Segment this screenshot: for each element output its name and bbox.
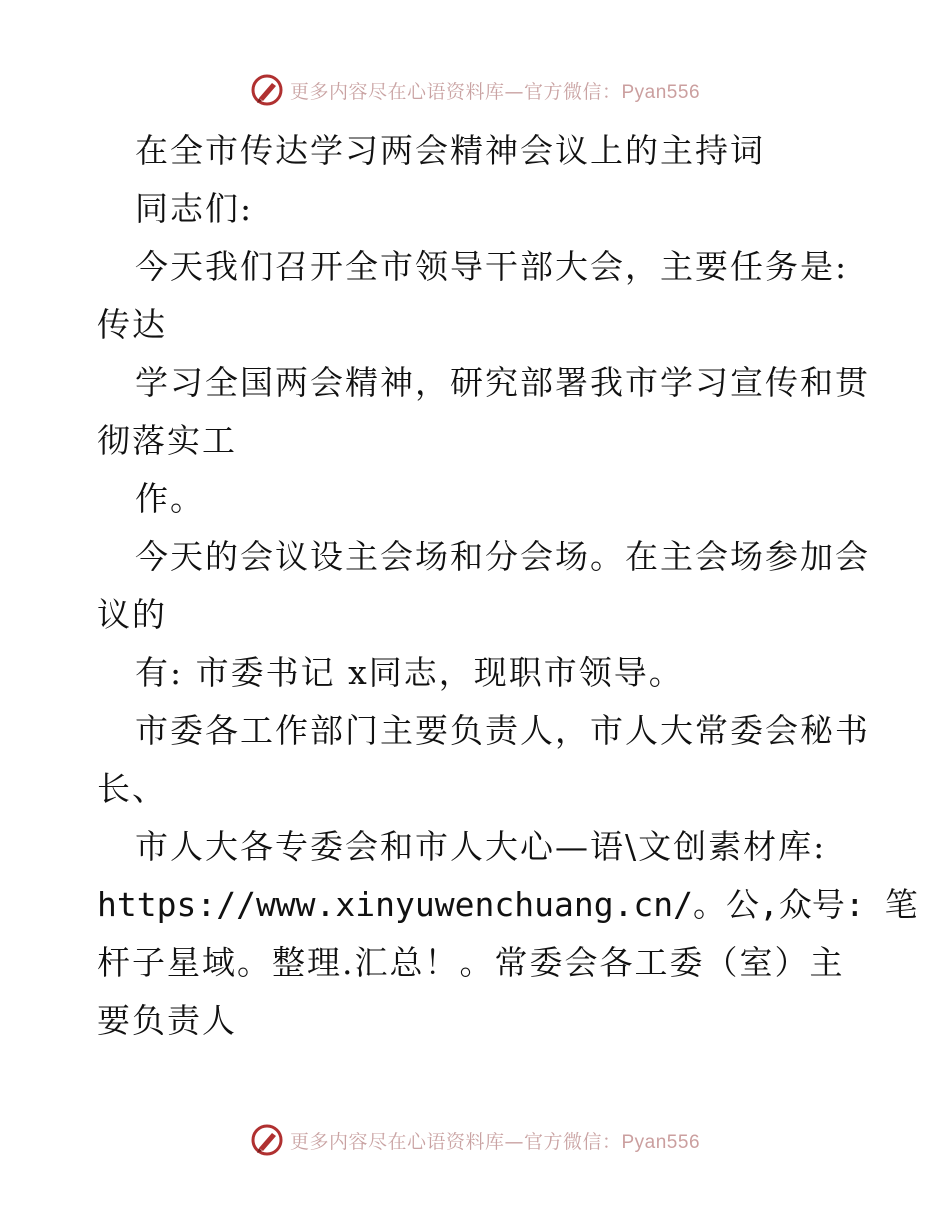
paragraph-line: 彻落实工 [97, 421, 237, 460]
header-watermark [0, 70, 950, 110]
paragraph-line: 市人大各专委会和市人大心—语\文创素材库: [135, 827, 827, 866]
document-body [97, 122, 918, 1050]
pen-circle-logo-icon [250, 73, 284, 107]
pen-circle-logo-icon [250, 1123, 284, 1157]
footer-watermark [0, 1120, 950, 1160]
paragraph-line: 杆子星域。整理.汇总！。常委会各工委（室）主 [97, 943, 845, 982]
document-title: 在全市传达学习两会精神会议上的主持词 [135, 131, 765, 170]
paragraph-line: 要负责人 [97, 1001, 237, 1040]
watermark-text: 更多内容尽在心语资料库—官方微信：Pyan556 [289, 1130, 701, 1153]
paragraph-line: 传达 [97, 305, 167, 344]
paragraph-line: 有: 市委书记 x同志，现职市领导。 [135, 653, 684, 692]
watermark-text: 更多内容尽在心语资料库—官方微信：Pyan556 [289, 80, 701, 103]
paragraph-line-url: https://www.xinyuwenchuang.cn/。公,众号: 笔 [97, 885, 918, 924]
paragraph-line: 议的 [97, 595, 167, 634]
paragraph-line: 今天的会议设主会场和分会场。在主会场参加会 [135, 537, 870, 576]
paragraph-line: 今天我们召开全市领导干部大会，主要任务是: [135, 247, 849, 286]
paragraph-line: 长、 [97, 769, 167, 808]
paragraph-line: 作。 [135, 479, 205, 518]
paragraph-line: 学习全国两会精神，研究部署我市学习宣传和贯 [135, 363, 870, 402]
salutation: 同志们: [135, 189, 254, 228]
paragraph-line: 市委各工作部门主要负责人，市人大常委会秘书 [135, 711, 870, 750]
